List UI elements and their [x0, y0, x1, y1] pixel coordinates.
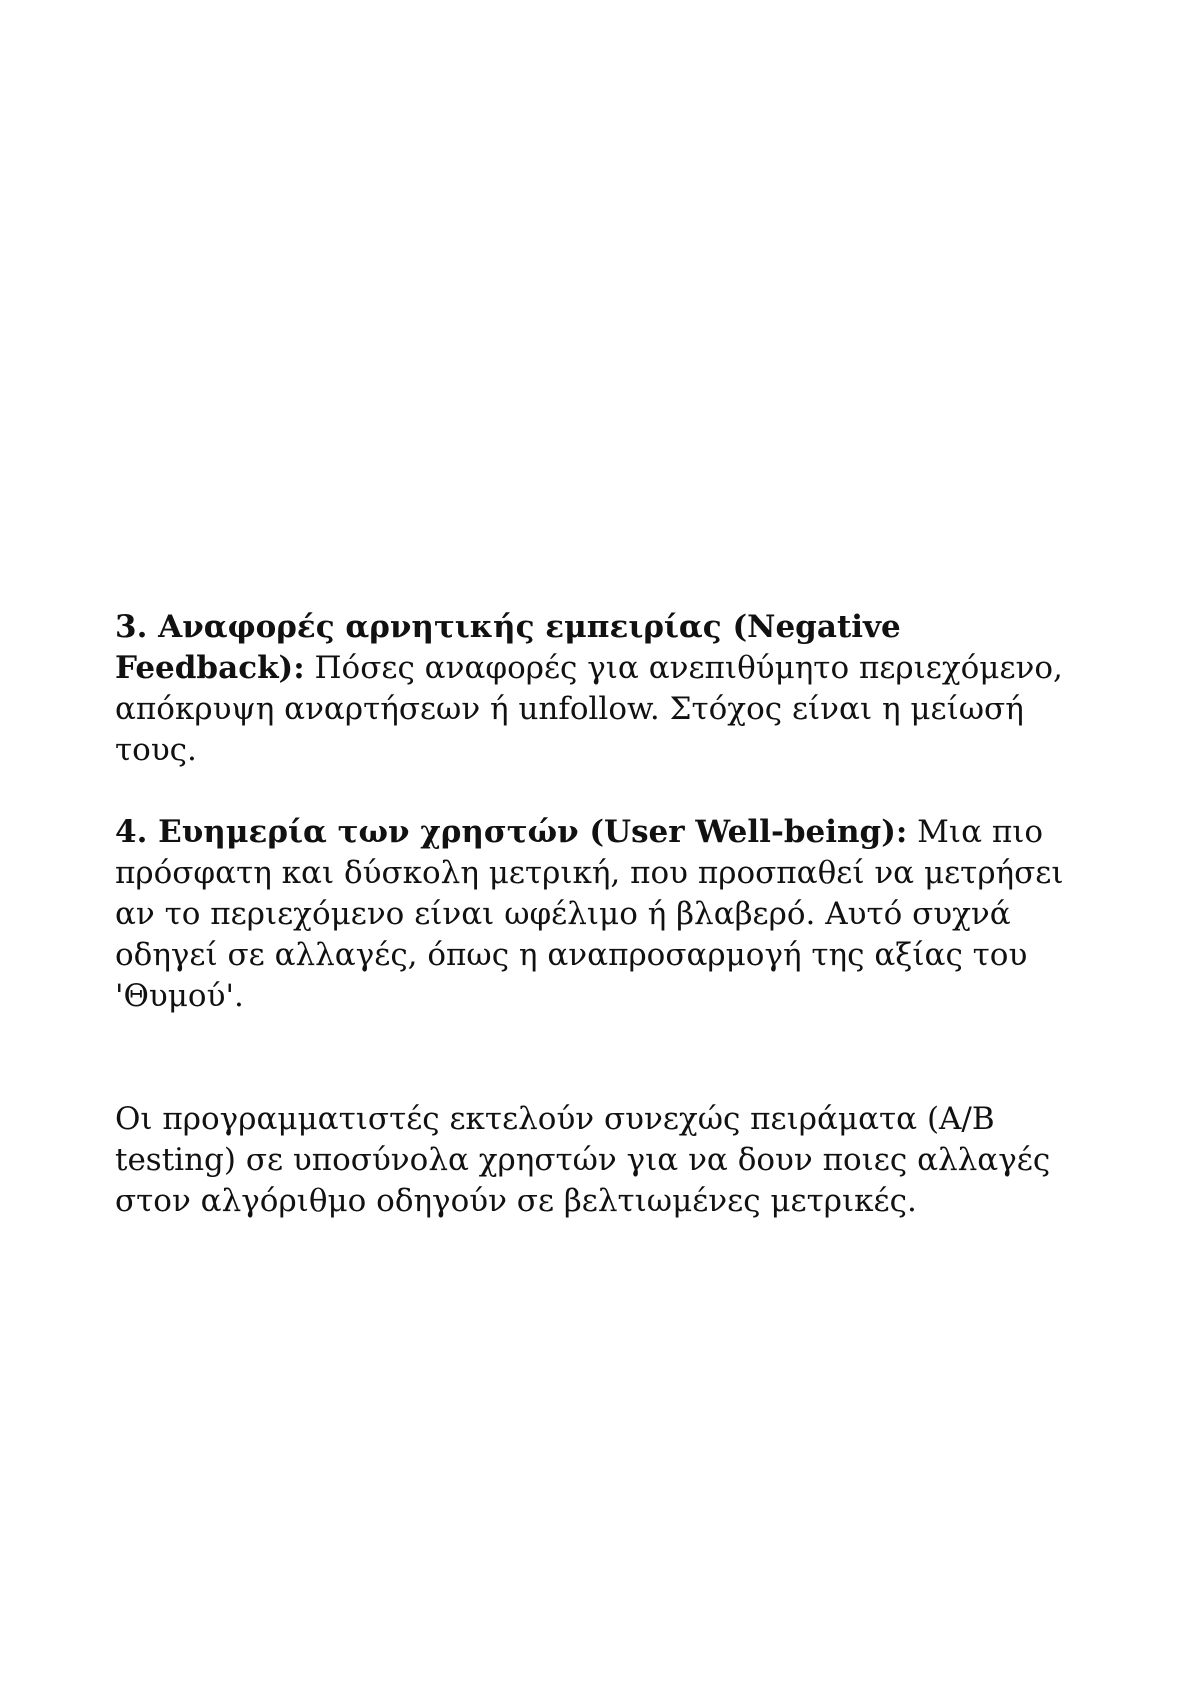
page-content	[115, 607, 1075, 1222]
metric-item-description: Πόσες αναφορές για ανεπιθύμητο περιεχόμενο, απόκρυψη αναρτήσεων ή unfollow. Στόχος είναι η μείωσή τους.	[115, 650, 1063, 768]
metric-item-title: 3. Αναφορές αρνητικής εμπειρίας (Negative Feedback):	[115, 609, 901, 686]
closing-paragraph: Οι προγραμματιστές εκτελούν συνεχώς πειράματα (A/B testing) σε υποσύνολα χρηστών για να δουν ποιες αλλαγές στον αλγόριθμο οδηγούν σε βελτιωμένες μετρικές.	[115, 1101, 1051, 1219]
metric-item-description: Μια πιο πρόσφατη και δύσκολη μετρική, που προσπαθεί να μετρήσει αν το περιεχόμενο είναι ωφέλιμο ή βλαβερό. Αυτό συχνά οδηγεί σε αλλαγές, όπως η αναπροσαρμογή της αξίας του 'Θυμού'.	[115, 814, 1064, 1014]
metric-item-negative-feedback	[115, 607, 1075, 771]
metric-item-user-well-being	[115, 812, 1075, 1017]
metric-item-title: 4. Ευημερία των χρηστών (User Well-being):	[115, 814, 908, 850]
